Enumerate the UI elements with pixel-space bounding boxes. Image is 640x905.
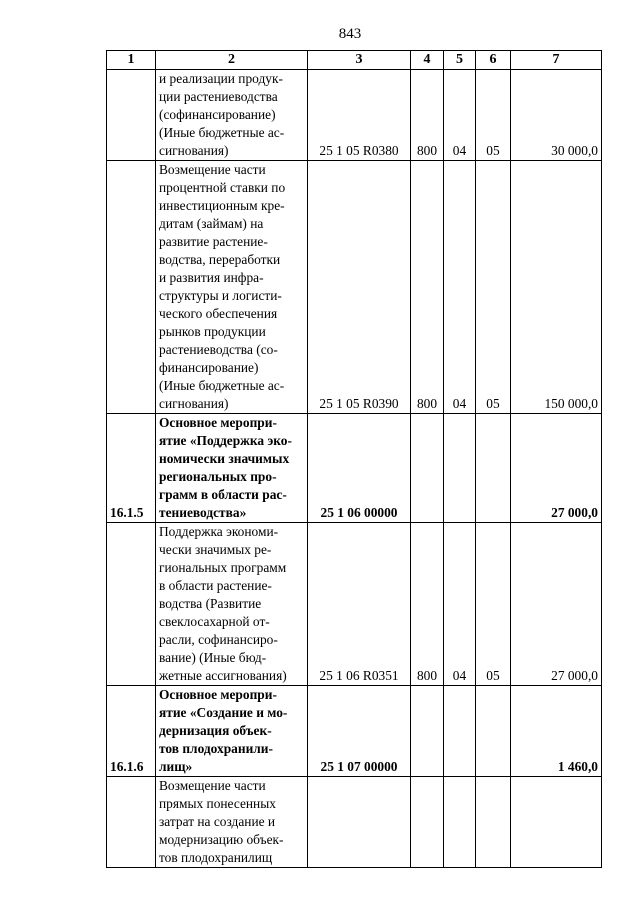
expense-type-cell: 800 <box>411 523 444 686</box>
budget-code-cell: 25 1 06 00000 <box>308 414 411 523</box>
item-name-line: водства, переработки <box>159 252 281 267</box>
item-name-line: Возмещение части <box>159 162 266 177</box>
table-row <box>107 70 602 161</box>
amount-cell: 27 000,0 <box>511 414 602 523</box>
expense-type-cell: 800 <box>411 70 444 161</box>
item-name-line: чески значимых ре- <box>159 542 272 557</box>
item-name-line: затрат на создание и <box>159 814 276 829</box>
item-name-line: лищ» <box>159 759 193 774</box>
item-name-line: рынков продукции <box>159 324 266 339</box>
subsection-cell: 05 <box>476 70 511 161</box>
amount-cell <box>511 777 602 868</box>
item-name-line: развитие растение- <box>159 234 268 249</box>
item-name-line: растениеводства (со- <box>159 342 278 357</box>
header-col-2: 2 <box>156 51 308 70</box>
expense-type-cell <box>411 686 444 777</box>
page-number: 843 <box>338 26 362 42</box>
row-number-cell <box>107 523 156 686</box>
budget-code-cell: 25 1 07 00000 <box>308 686 411 777</box>
item-name-cell <box>156 777 308 868</box>
item-name-line: тов плодохранилищ <box>159 850 273 865</box>
item-name-line: структуры и логисти- <box>159 288 282 303</box>
item-name-line: (Иные бюджетные ас- <box>159 125 285 140</box>
item-name-line: (Иные бюджетные ас- <box>159 378 285 393</box>
item-name-line: сигнования) <box>159 396 229 411</box>
item-name-line: гиональных программ <box>159 560 287 575</box>
header-col-3: 3 <box>308 51 411 70</box>
subsection-cell: 05 <box>476 523 511 686</box>
item-name-line: в области растение- <box>159 578 272 593</box>
header-col-7: 7 <box>511 51 602 70</box>
item-name-cell <box>156 523 308 686</box>
amount-cell: 1 460,0 <box>511 686 602 777</box>
item-name-line: Возмещение части <box>159 778 266 793</box>
amount-cell: 30 000,0 <box>511 70 602 161</box>
item-name-line: грамм в области рас- <box>159 487 287 502</box>
item-name-line: номически значимых <box>159 451 290 466</box>
item-name-line: Поддержка экономи- <box>159 524 279 539</box>
item-name-line: Основное меропри- <box>159 687 277 702</box>
section-cell <box>444 777 476 868</box>
item-name-line: дернизация объек- <box>159 723 272 738</box>
amount-cell: 27 000,0 <box>511 523 602 686</box>
table-body <box>107 70 602 868</box>
subsection-cell <box>476 777 511 868</box>
header-row <box>107 51 602 70</box>
header-col-5: 5 <box>444 51 476 70</box>
section-cell: 04 <box>444 70 476 161</box>
expense-type-cell <box>411 414 444 523</box>
row-number-cell: 16.1.5 <box>107 414 156 523</box>
item-name-line: ческого обеспечения <box>159 306 278 321</box>
budget-code-cell: 25 1 06 R0351 <box>308 523 411 686</box>
header-col-4: 4 <box>411 51 444 70</box>
item-name-cell <box>156 686 308 777</box>
item-name-cell <box>156 414 308 523</box>
item-name-line: (софинансирование) <box>159 107 276 122</box>
item-name-line: расли, софинансиро- <box>159 632 278 647</box>
item-name-line: ции растениеводства <box>159 89 278 104</box>
item-name-line: модернизацию объек- <box>159 832 284 847</box>
item-name-line: процентной ставки по <box>159 180 286 195</box>
item-name-line: свеклосахарной от- <box>159 614 270 629</box>
table-row <box>107 161 602 414</box>
table-row <box>107 686 602 777</box>
section-cell: 04 <box>444 523 476 686</box>
table-row <box>107 523 602 686</box>
expense-type-cell: 800 <box>411 161 444 414</box>
budget-code-cell: 25 1 05 R0390 <box>308 161 411 414</box>
item-name-line: и реализации продук- <box>159 71 283 86</box>
item-name-line: вание) (Иные бюд- <box>159 650 267 665</box>
expense-type-cell <box>411 777 444 868</box>
item-name-line: тениеводства» <box>159 505 247 520</box>
item-name-line: ятие «Создание и мо- <box>159 705 288 720</box>
item-name-line: жетные ассигнования) <box>159 668 287 683</box>
row-number-cell <box>107 70 156 161</box>
row-number-cell <box>107 161 156 414</box>
item-name-line: дитам (займам) на <box>159 216 264 231</box>
amount-cell: 150 000,0 <box>511 161 602 414</box>
section-cell <box>444 414 476 523</box>
item-name-line: прямых понесенных <box>159 796 276 811</box>
item-name-line: и развития инфра- <box>159 270 264 285</box>
section-cell <box>444 686 476 777</box>
subsection-cell <box>476 686 511 777</box>
table-row <box>107 777 602 868</box>
subsection-cell: 05 <box>476 161 511 414</box>
table-row <box>107 414 602 523</box>
subsection-cell <box>476 414 511 523</box>
item-name-line: ятие «Поддержка эко- <box>159 433 292 448</box>
header-col-1: 1 <box>107 51 156 70</box>
budget-table <box>106 50 602 868</box>
item-name-line: финансирование) <box>159 360 259 375</box>
item-name-line: тов плодохранили- <box>159 741 273 756</box>
item-name-line: региональных про- <box>159 469 277 484</box>
row-number-cell <box>107 777 156 868</box>
item-name-line: Основное меропри- <box>159 415 277 430</box>
section-cell: 04 <box>444 161 476 414</box>
header-col-6: 6 <box>476 51 511 70</box>
item-name-line: инвестиционным кре- <box>159 198 285 213</box>
budget-code-cell <box>308 777 411 868</box>
item-name-line: водства (Развитие <box>159 596 262 611</box>
item-name-cell <box>156 70 308 161</box>
item-name-cell <box>156 161 308 414</box>
row-number-cell: 16.1.6 <box>107 686 156 777</box>
budget-code-cell: 25 1 05 R0380 <box>308 70 411 161</box>
item-name-line: сигнования) <box>159 143 229 158</box>
